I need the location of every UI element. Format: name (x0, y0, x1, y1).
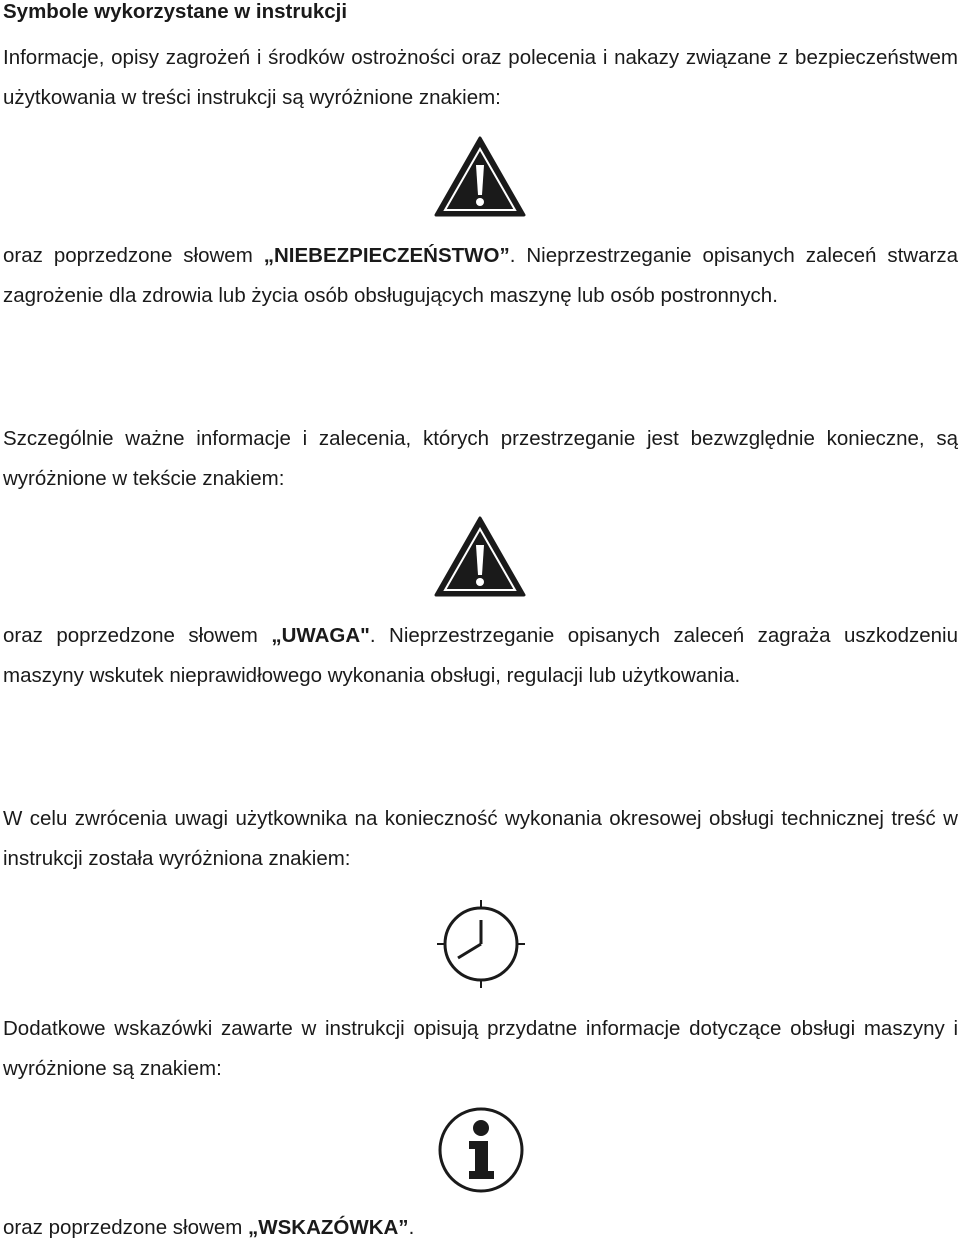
tip-paragraph (3, 1208, 958, 1248)
danger-pre: oraz poprzedzone słowem (3, 244, 264, 267)
danger-post: . Nieprzestrzeganie opisanych zaleceń stwarza zagrożenie dla zdrowia lub życia osób obsługujących maszynę lub osób postronnych. (3, 244, 958, 307)
warning-triangle-icon (433, 515, 527, 599)
tip-pre: oraz poprzedzone słowem (3, 1216, 248, 1239)
warning-triangle-icon (433, 135, 527, 219)
intro-paragraph: Informacje, opisy zagrożeń i środków ostrożności oraz polecenia i nakazy związane z bezpieczeństwem użytkowania w treści instrukcji są wyróżnione znakiem: (3, 46, 958, 109)
caution-pre: oraz poprzedzone słowem (3, 624, 272, 647)
tip-keyword: „WSKAZÓWKA” (248, 1216, 409, 1239)
danger-keyword: „NIEBEZPIECZEŃSTWO” (263, 244, 510, 267)
maintenance-paragraph: W celu zwrócenia uwagi użytkownika na konieczność wykonania okresowej obsługi technicznej treść w instrukcji została wyróżniona znakiem: (3, 807, 958, 870)
caution-keyword: „UWAGA" (271, 624, 370, 647)
tip-post: . (408, 1216, 415, 1239)
danger-paragraph (3, 236, 958, 316)
clock-icon (436, 898, 526, 990)
caution-paragraph (3, 616, 958, 696)
tips-paragraph: Dodatkowe wskazówki zawarte w instrukcji opisują przydatne informacje dotyczące obsługi maszyny i wyróżnione są znakiem: (3, 1017, 958, 1080)
page-title: Symbole wykorzystane w instrukcji (3, 0, 348, 23)
important-paragraph: Szczególnie ważne informacje i zalecenia, których przestrzeganie jest bezwzględnie konieczne, są wyróżnione w tekście znakiem: (3, 427, 958, 490)
info-icon (436, 1105, 526, 1195)
caution-post: . Nieprzestrzeganie opisanych zaleceń zagraża uszkodzeniu maszyny wskutek nieprawidłowego wykonania obsługi, regulacji lub użytkowania. (3, 624, 958, 687)
